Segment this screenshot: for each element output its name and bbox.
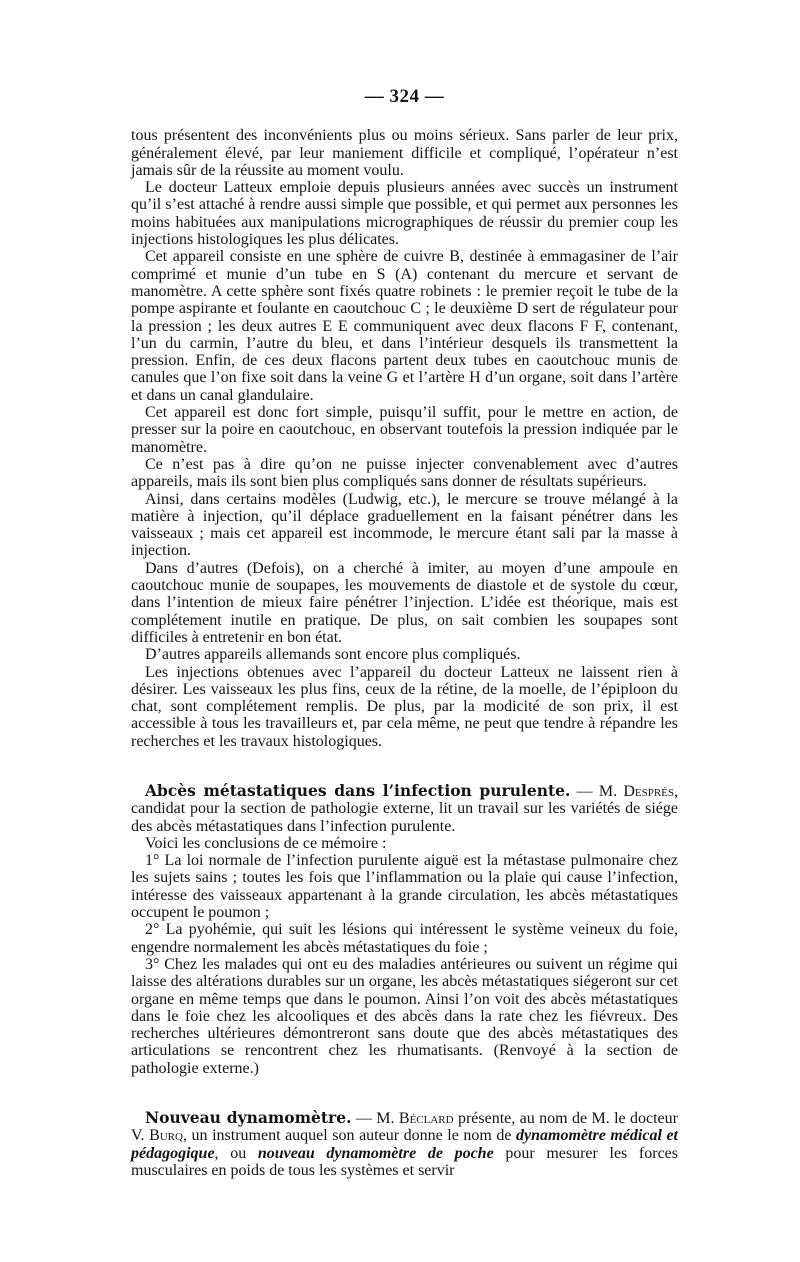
paragraph: tous présentent des inconvénients plus ou moins sérieux. Sans parler de leur prix, généralement élevé, par leur maniement difficile et compliqué, l’opérateur n’est jamais sûr de la réussite au moment voulu. [131,127,678,179]
paragraph: Cet appareil consiste en une sphère de cuivre B, destinée à emmagasiner de l’air comprimé et munie d’un tube en S (A) contenant du mercure et servant de manomètre. A cette sphère sont fixés quatre robinets : le premier reçoit le tube de la pompe aspirante et foulante en caoutchouc C ; le deuxième D sert de régulateur pour la pression ; les deux autres E E communiquent avec deux flacons F F, contenant, l’un du carmin, l’autre du bleu, et dans l’intérieur desquels ils transmettent la pression. Enfin, de ces deux flacons partent deux tubes en caoutchouc munis de canules que l’on fixe soit dans la veine G et l’artère H d’un organe, soit dans l’artère et dans un canal glandulaire. [131,248,678,404]
paragraph: Ce n’est pas à dire qu’on ne puisse injecter convenablement avec d’autres appareils, mais ils sont bien plus compliqués sans donner de résultats supérieurs. [131,455,678,491]
section-dynamometre [131,1109,678,1179]
paragraph: Le docteur Latteux emploie depuis plusieurs années avec succès un instrument qu’il s’est attaché à rendre aussi simple que possible, et qui permet aux personnes les moins habituées aux manipulations micrographiques de réussir du premier coup les injections histologiques les plus délicates. [131,179,678,249]
section-text: , ou [214,1144,258,1162]
paragraph: Cet appareil est donc fort simple, puisqu’il suffit, pour le mettre en action, de presser sur la poire en caoutchouc, en observant toutefois la pression indiquée par le manomètre. [131,404,678,456]
document-page [131,88,678,1179]
section-lead-paragraph [131,1109,678,1179]
paragraph: D’autres appareils allemands sont encore plus compliqués. [145,646,521,664]
list-item: 2° La pyohémie, qui suit les lésions qui intéressent le système veineux du foie, engendre normalement les abcès métastatiques du foie ; [131,921,678,956]
italic-term: dynamomètre médical et pédagogique [131,1127,678,1162]
paragraph: Voici les conclusions de ce mémoire : [145,834,387,852]
list-item: 3° Chez les malades qui ont eu des maladies antérieures ou suivent un régime qui laisse des altérations durables sur un organe, les abcès métastatiques siégeront sur cet organe en même temps que dans le poumon. Ainsi l’on voit des abcès métastatiques dans le foie chez les alcooliques et des abcès dans la rate chez les fiévreux. Des recherches ultérieures démontreront sans doute que des abcès métastatiques des articulations se rencontrent chez les rhumatisants. (Renvoyé à la section de pathologie externe.) [131,955,678,1077]
paragraph: Les injections obtenues avec l’appareil du docteur Latteux ne laissent rien à désirer. Les vaisseaux les plus fins, ceux de la rétine, de la moelle, de l’épiploon du chat, sont complétement remplis. De plus, par la modicité de son prix, il est accessible à tous les travailleurs et, par cela même, ne peut que tendre à répandre les recherches et les travaux histologiques. [131,663,678,750]
section-abces [131,782,678,1077]
paragraph: Dans d’autres (Defois), on a cherché à imiter, au moyen d’une ampoule en caoutchouc munie de soupapes, les mouvements de diastole et de systole du cœur, dans l’intention de mieux faire pénétrer l’injection. L’idée est théorique, mais est complétement inutile en pratique. De plus, on sait combien les soupapes sont difficiles à entretenir en bon état. [131,559,678,646]
author-name: Burq [149,1127,183,1145]
section-lead-paragraph [131,782,678,835]
list-item: 1° La loi normale de l’infection purulente aiguë est la métastase pulmonaire chez les sujets sains ; toutes les fois que l’inflammation ou la plaie qui cause l’infection, intéresse des vaisseaux appartenant à la grande circulation, les abcès métastatiques occupent le poumon ; [131,852,678,922]
section-title: Nouveau dynamomètre. [145,1108,352,1128]
section-text: pour mesurer les forces musculaires en poids de tous les systèmes et servir [131,1144,679,1179]
section-text: , un instrument auquel son auteur donne le nom de [182,1127,517,1145]
page-number: — 324 — [364,86,445,107]
section-dash: — M. [570,782,624,800]
section-text: présente, au nom de M. le docteur V. [131,1110,678,1145]
section-lead-text: , candidat pour la section de pathologie externe, lit un travail sur les variétés de siége des abcès métastatiques dans l’infection purulente. [131,782,678,835]
italic-term: nouveau dynamomètre de poche [257,1144,494,1162]
intro-body [131,127,678,750]
paragraph: Ainsi, dans certains modèles (Ludwig, etc.), le mercure se trouve mélangé à la matière à injection, qu’il déplace graduellement en la faisant pénétrer dans les vaisseaux ; mais cet appareil est incommode, le mercure étant sali par la masse à injection. [131,490,678,560]
author-name: Després [623,782,674,800]
author-name: Béclard [398,1110,454,1128]
section-title: Abcès métastatiques dans l’infection purulente. [145,780,571,800]
section-dash: — M. [351,1110,399,1128]
